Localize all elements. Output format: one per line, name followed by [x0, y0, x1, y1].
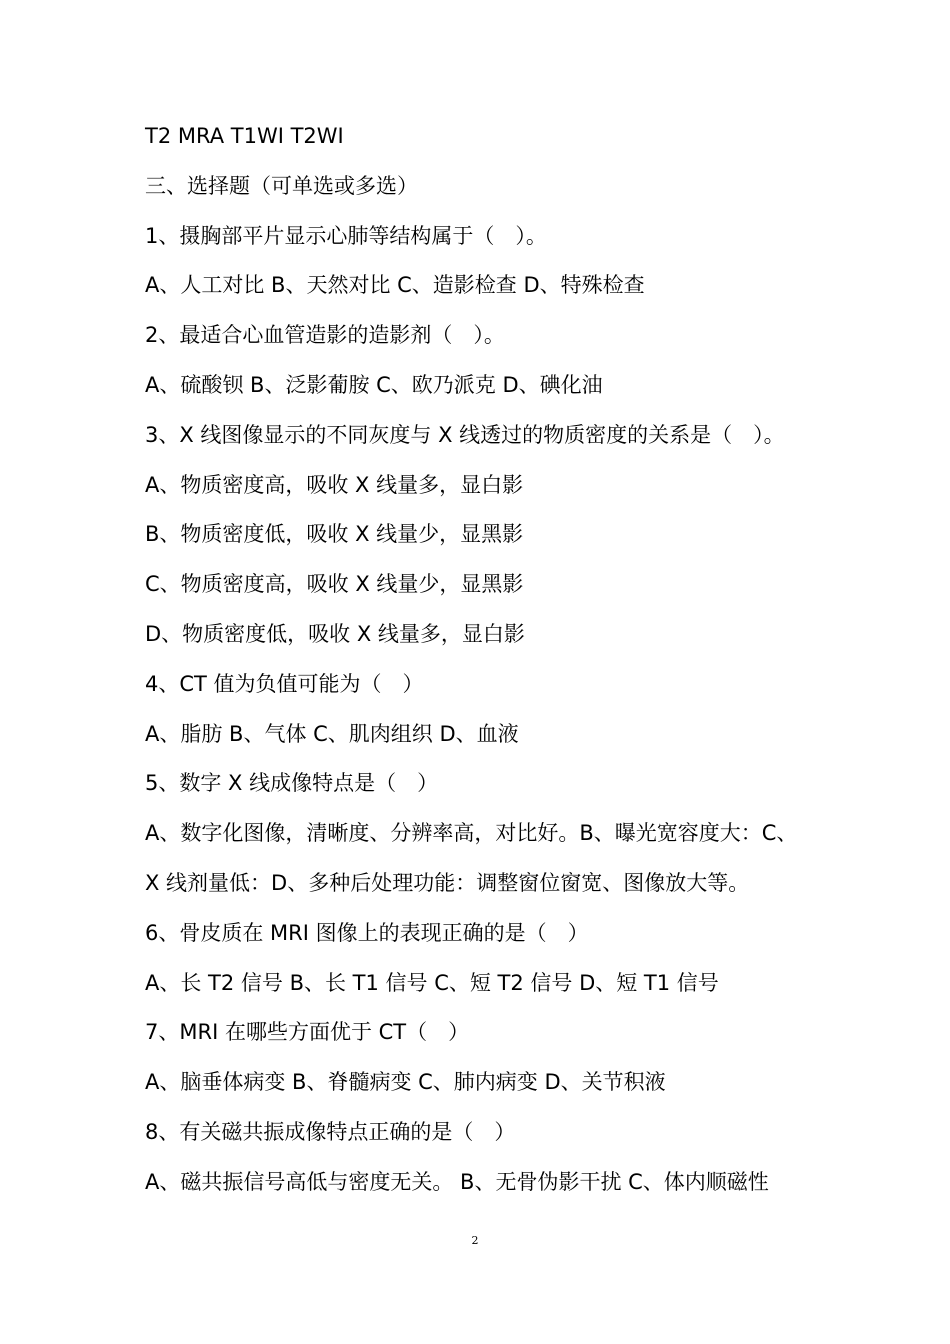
question-5: 5、数字 X 线成像特点是（ ） — [145, 771, 439, 796]
question-7-options: A、脑垂体病变 B、脊髓病变 C、肺内病变 D、关节积液 — [145, 1070, 666, 1095]
question-3-option-d: D、物质密度低，吸收 X 线量多，显白影 — [145, 621, 525, 646]
question-4-options: A、脂肪 B、气体 C、肌肉组织 D、血液 — [145, 721, 519, 746]
question-1-options: A、人工对比 B、天然对比 C、造影检查 D、特殊检查 — [145, 273, 645, 298]
text-line: T2 MRA T1WI T2WI — [145, 124, 344, 148]
question-2: 2、最适合心血管造影的造影剂（ ）。 — [145, 323, 505, 348]
question-2-options: A、硫酸钡 B、泛影葡胺 C、欧乃派克 D、碘化油 — [145, 372, 603, 397]
question-8-options: A、磁共振信号高低与密度无关。 B、无骨伪影干扰 C、体内顺磁性 — [145, 1169, 769, 1194]
question-3: 3、X 线图像显示的不同灰度与 X 线透过的物质密度的关系是（ ）。 — [145, 422, 785, 447]
question-8: 8、有关磁共振成像特点正确的是（ ） — [145, 1119, 516, 1144]
question-5-options-line-1: A、数字化图像，清晰度、分辨率高，对比好。B、曝光宽容度大：C、 — [145, 821, 798, 846]
question-4: 4、CT 值为负值可能为（ ） — [145, 671, 424, 696]
question-5-options-line-2: X 线剂量低：D、多种后处理功能：调整窗位窗宽、图像放大等。 — [145, 870, 750, 895]
question-6-options: A、长 T2 信号 B、长 T1 信号 C、短 T2 信号 D、短 T1 信号 — [145, 970, 719, 995]
question-7: 7、MRI 在哪些方面优于 CT（ ） — [145, 1020, 470, 1045]
question-3-option-a: A、物质密度高，吸收 X 线量多，显白影 — [145, 472, 524, 497]
question-3-option-b: B、物质密度低，吸收 X 线量少，显黑影 — [145, 522, 524, 547]
question-1: 1、摄胸部平片显示心肺等结构属于（ ）。 — [145, 223, 547, 248]
document-body — [145, 112, 845, 1208]
question-6: 6、骨皮质在 MRI 图像上的表现正确的是（ ） — [145, 920, 589, 945]
section-heading: 三、选择题（可单选或多选） — [145, 173, 418, 198]
page-number: 2 — [471, 1234, 479, 1247]
question-3-option-c: C、物质密度高，吸收 X 线量少，显黑影 — [145, 572, 524, 597]
